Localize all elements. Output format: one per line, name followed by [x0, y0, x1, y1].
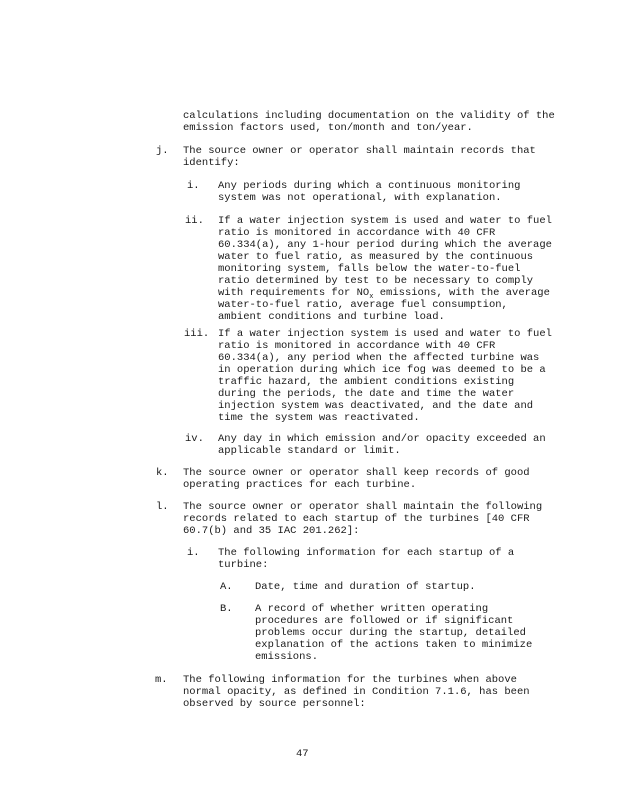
item-j-ii-line: monitoring system, falls below the water-to-fuel	[218, 263, 521, 275]
item-l-i-line: The following information for each startup of a	[218, 547, 515, 559]
item-l-line: 60.7(b) and 35 IAC 201.262]:	[183, 525, 360, 537]
item-j-line: The source owner or operator shall maintain records that	[183, 145, 536, 157]
item-l-i-b-line: explanation of the actions taken to minimize	[255, 639, 533, 651]
item-j-i-line: system was not operational, with explanation.	[218, 192, 502, 204]
item-k-line: operating practices for each turbine.	[183, 479, 417, 491]
item-j-iii-line: 60.334(a), any period when the affected turbine was	[218, 352, 540, 364]
item-j-ii-line: If a water injection system is used and water to fuel	[218, 215, 552, 227]
item-j-ii-line: water to fuel ratio, as measured by the continuous	[218, 251, 534, 263]
item-j-ii-marker: ii.	[185, 215, 204, 227]
item-j-iii-line: If a water injection system is used and water to fuel	[218, 328, 552, 340]
intro-line: calculations including documentation on the validity of the	[183, 110, 555, 122]
item-l-i-b-line: emissions.	[255, 651, 319, 663]
item-j-ii-line: ratio is monitored in accordance with 40 CFR	[218, 227, 496, 239]
item-j-iii-marker: iii.	[184, 328, 210, 340]
item-l-i-line: turbine:	[218, 559, 269, 571]
item-j-iii-line: during the periods, the date and time the water	[218, 388, 515, 400]
item-l-line: The source owner or operator shall maintain the following	[183, 501, 543, 513]
intro-line: emission factors used, ton/month and ton/year.	[183, 122, 473, 134]
item-m-line: The following information for the turbines when above	[183, 674, 517, 686]
item-l-marker: l.	[156, 501, 169, 513]
item-l-i-a-marker: A.	[220, 581, 233, 593]
item-l-line: records related to each startup of the turbines [40 CFR	[183, 513, 530, 525]
item-j-iv-line: Any day in which emission and/or opacity exceeded an	[218, 433, 546, 445]
item-l-i-b-line: procedures are followed or if significant	[255, 615, 514, 627]
nox-subscript: x	[369, 293, 374, 302]
item-l-i-b-marker: B.	[220, 603, 233, 615]
item-l-i-b-line: problems occur during the startup, detailed	[255, 627, 526, 639]
item-l-i-b-line: A record of whether written operating	[255, 603, 489, 615]
item-j-iii-line: in operation during which ice fog was deemed to be a	[218, 364, 546, 376]
item-j-ii-line: 60.334(a), any 1-hour period during which the average	[218, 239, 552, 251]
item-m-marker: m.	[155, 674, 168, 686]
item-j-ii-line: with requirements for $NO_x$ emissions, with the average	[218, 287, 550, 302]
item-j-iv-line: applicable standard or limit.	[218, 445, 401, 457]
item-m-line: observed by source personnel:	[183, 698, 366, 710]
item-j-i-marker: i.	[187, 180, 200, 192]
item-l-i-marker: i.	[187, 547, 200, 559]
item-j-iii-line: traffic hazard, the ambient conditions existing	[218, 376, 515, 388]
item-j-i-line: Any periods during which a continuous monitoring	[218, 180, 521, 192]
item-j-line: identify:	[183, 157, 240, 169]
item-j-ii-line: ambient conditions and turbine load.	[218, 311, 445, 323]
item-j-ii-line: water-to-fuel ratio, average fuel consumption,	[218, 299, 508, 311]
item-k-marker: k.	[156, 467, 169, 479]
item-j-marker: j.	[156, 145, 169, 157]
item-j-iv-marker: iv.	[185, 433, 204, 445]
item-j-iii-line: ratio is monitored in accordance with 40 CFR	[218, 340, 496, 352]
item-j-iii-line: injection system was deactivated, and the date and	[218, 400, 534, 412]
item-j-ii-line: ratio determined by test to be necessary to comply	[218, 275, 534, 287]
item-m-line: normal opacity, as defined in Condition 7.1.6, has been	[183, 686, 530, 698]
item-l-i-a-line: Date, time and duration of startup.	[255, 581, 476, 593]
item-k-line: The source owner or operator shall keep records of good	[183, 467, 530, 479]
page-number: 47	[296, 748, 309, 760]
item-j-iii-line: time the system was reactivated.	[218, 412, 420, 424]
